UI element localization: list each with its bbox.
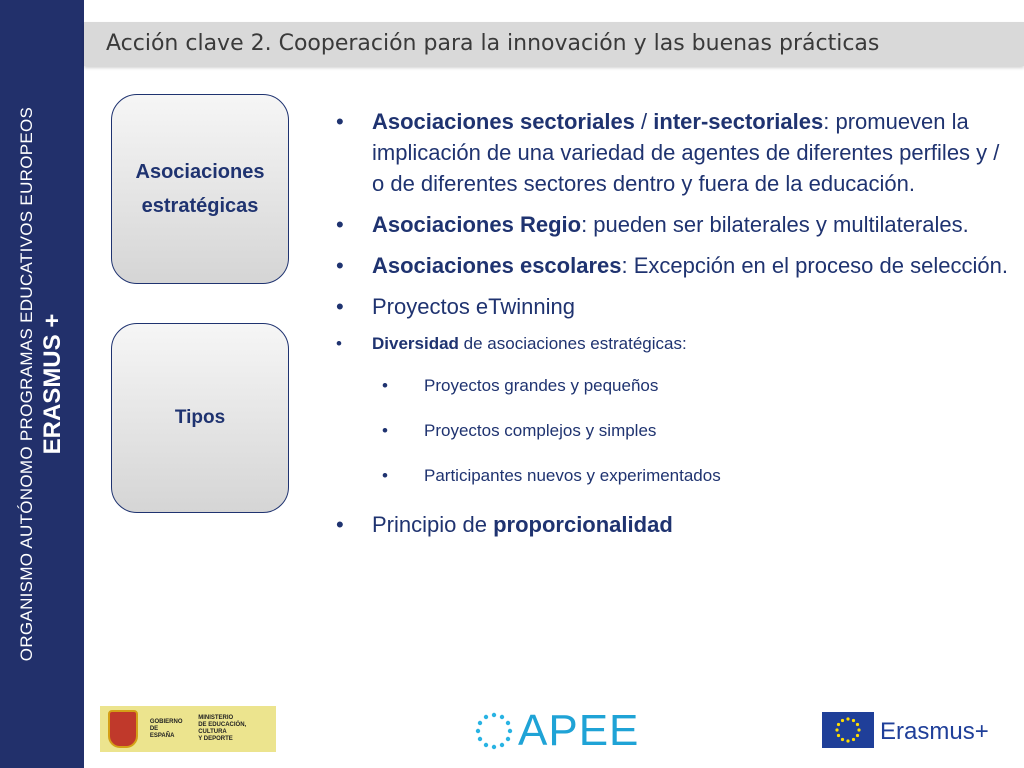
bullet-dot: • [382,376,388,395]
bullet-proporcionalidad [330,509,1010,540]
dotted-circle-icon [474,711,514,751]
bullet-text: : Excepción en el proceso de selección. [621,253,1008,278]
bullet-etwinning [330,291,1010,322]
gobierno-logo [100,706,276,752]
bullet-list [330,106,1010,550]
bullet-bold: inter-sectoriales [653,109,824,134]
bullet-text: : promueven la implicación de una variedad de agentes de diferentes perfiles y / o de diferentes sectores dentro y fuera de la educación. [372,109,1000,196]
bullet-escolares [330,250,1010,281]
bullet-regio [330,209,1010,240]
bullet-dot: • [336,512,344,537]
bullet-text: Proyectos grandes y pequeños [424,376,659,395]
box1-line1: Asociaciones [135,161,265,183]
box-asociaciones-estrategicas [111,94,289,284]
bullet-dot: • [336,294,344,319]
box2-label: Tipos [174,407,226,428]
bullet-text: Principio de [372,512,494,537]
sub-bullet-grandes [330,374,1010,398]
title-bar [84,22,1024,66]
bullet-dot: • [382,421,388,440]
bullet-diversidad [330,332,1010,356]
bullet-bold: Diversidad [372,334,459,353]
ministry-text: MINISTERIO DE EDUCACIÓN, CULTURA Y DEPORTE [198,715,247,742]
bullet-bold: Asociaciones escolares [372,253,622,278]
slide-title: Acción clave 2. Cooperación para la innovación y las buenas prácticas [106,31,880,56]
apee-wordmark: APEE [518,706,640,755]
sub-bullet-participantes [330,464,1010,488]
bullet-dot: • [382,466,388,485]
bullet-dot: • [336,212,344,237]
erasmus-plus-wordmark: Erasmus+ [880,718,989,745]
bullet-bold: Asociaciones sectoriales [372,109,635,134]
bullet-text: de asociaciones estratégicas: [458,334,687,353]
bullet-dot: • [336,334,342,353]
bullet-sectoriales: • Asociaciones sectoriales / inter-sectoriales: promueven la implicación de una variedad de agentes de diferentes perfiles y / o de diferentes sectores dentro y fuera de la educación. [330,106,1010,199]
sub-bullet-complejos [330,419,1010,443]
bullet-bold: Asociaciones Regio [372,212,582,237]
gov-text: GOBIERNO DE ESPAÑA [149,718,183,739]
bullet-text: Participantes nuevos y experimentados [424,466,721,485]
eu-flag-icon [822,712,874,748]
coat-of-arms-icon [108,710,138,748]
org-name: ORGANISMO AUTÓNOMO PROGRAMAS EDUCATIVOS EUROPEOS [17,106,36,662]
box-tipos [111,323,289,513]
bullet-bold: proporcionalidad [493,512,673,537]
bullet-dot: • [336,109,344,134]
box1-line2: estratégicas [141,195,259,217]
bullet-dot: • [336,253,344,278]
bullet-text: : pueden ser bilaterales y multilaterales. [581,212,969,237]
bullet-text: Proyectos eTwinning [372,294,575,319]
sidebar-text [0,0,84,768]
bullet-text: Proyectos complejos y simples [424,421,657,440]
program-name: ERASMUS + [39,313,66,455]
apee-logo [474,704,674,758]
sidebar [0,0,84,768]
